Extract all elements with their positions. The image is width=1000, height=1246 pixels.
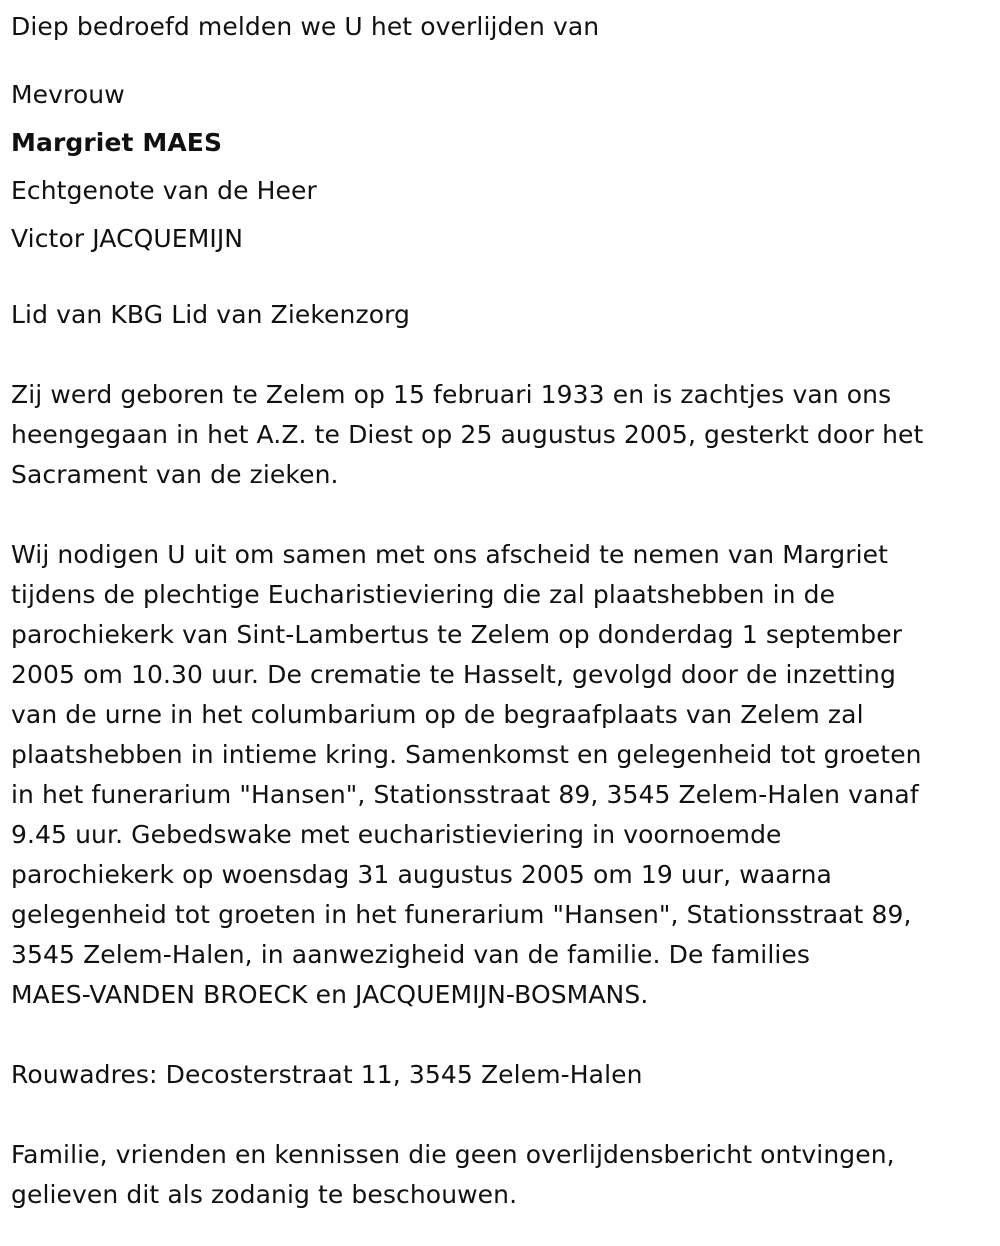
paragraph-line: heengegaan in het A.Z. te Diest op 25 augustus 2005, gesterkt door het (11, 420, 924, 449)
paragraph-line: parochiekerk op woensdag 31 augustus 2005 om 19 uur, waarna (11, 860, 832, 889)
deceased-name: Margriet MAES (11, 128, 223, 157)
paragraph-line: Familie, vrienden en kennissen die geen overlijdensbericht ontvingen, (11, 1140, 895, 1169)
paragraph-line: parochiekerk van Sint-Lambertus te Zelem op donderdag 1 september (11, 620, 903, 649)
paragraph-line: gelieven dit als zodanig te beschouwen. (11, 1180, 518, 1209)
paragraph-line: gelegenheid tot groeten in het funerarium "Hansen", Stationsstraat 89, (11, 900, 912, 929)
paragraph-line: in het funerarium "Hansen", Stationsstraat 89, 3545 Zelem-Halen vanaf (11, 780, 919, 809)
closing-paragraph (11, 1135, 990, 1215)
paragraph-line: Wij nodigen U uit om samen met ons afscheid te nemen van Margriet (11, 540, 889, 569)
intro-text: Diep bedroefd melden we U het overlijden van (11, 12, 600, 41)
paragraph-line: 3545 Zelem-Halen, in aanwezigheid van de familie. De families (11, 940, 811, 969)
paragraph-line: Zij werd geboren te Zelem op 15 februari 1933 en is zachtjes van ons (11, 380, 892, 409)
paragraph-line: Sacrament van de zieken. (11, 460, 339, 489)
paragraph-line: 9.45 uur. Gebedswake met eucharistieviering in voornoemde (11, 820, 782, 849)
title-text: Mevrouw (11, 80, 125, 109)
paragraph-line: 2005 om 10.30 uur. De crematie te Hasselt, gevolgd door de inzetting (11, 660, 896, 689)
paragraph-line: van de urne in het columbarium op de begraafplaats van Zelem zal (11, 700, 864, 729)
birth-paragraph (11, 375, 990, 495)
memberships-text: Lid van KBG Lid van Ziekenzorg (11, 300, 411, 329)
ceremony-paragraph (11, 535, 990, 1015)
paragraph-line: tijdens de plechtige Eucharistieviering die zal plaatshebben in de (11, 580, 836, 609)
spouse-name: Victor JACQUEMIJN (11, 224, 244, 253)
deceased-heading (11, 71, 990, 263)
spouse-label: Echtgenote van de Heer (11, 176, 317, 205)
paragraph-line: plaatshebben in intieme kring. Samenkomst en gelegenheid tot groeten (11, 740, 922, 769)
address-text: Rouwadres: Decosterstraat 11, 3545 Zelem-Halen (11, 1060, 643, 1089)
paragraph-line: MAES-VANDEN BROECK en JACQUEMIJN-BOSMANS. (11, 980, 649, 1009)
